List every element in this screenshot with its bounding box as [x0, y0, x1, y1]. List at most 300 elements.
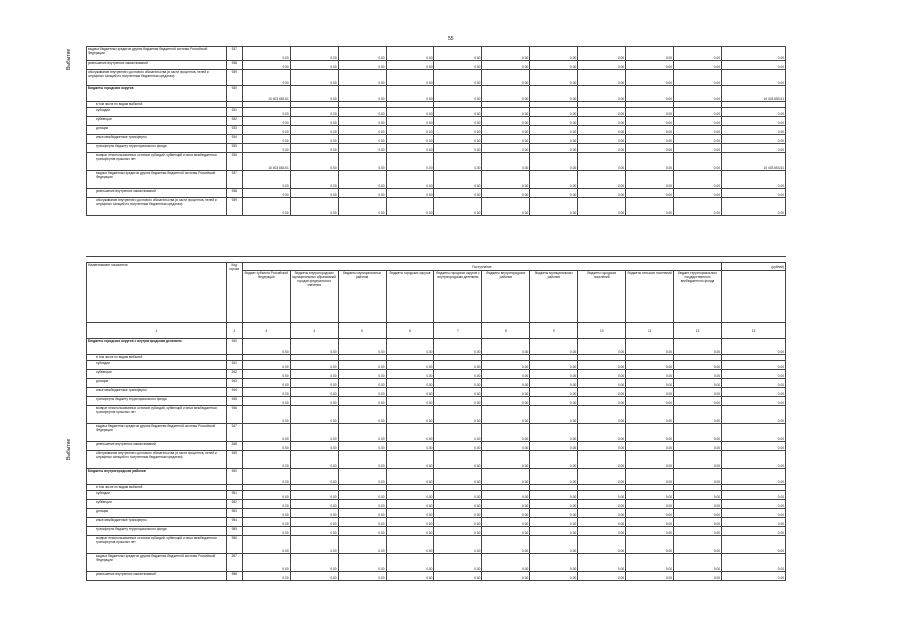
cell-value: 0.00	[722, 61, 786, 70]
cell-value: 0.00	[674, 198, 722, 216]
cell-value: 0.00	[626, 397, 674, 406]
row-label: трансферты бюджету территориального фонда	[87, 144, 227, 153]
row-code: 945	[226, 397, 242, 406]
cell-value: 0.00	[530, 171, 578, 189]
cell-value: 0.00	[338, 108, 386, 117]
cell-value: 0.00	[386, 509, 434, 518]
row-code: 937	[226, 171, 242, 189]
row-code: 955	[226, 527, 242, 536]
cell-value: 0.00	[722, 108, 786, 117]
cell-value: 0.00	[578, 370, 626, 379]
cell-value: 0.00	[482, 469, 530, 485]
cell-value: 0.00	[674, 527, 722, 536]
cell-value: 0.00	[290, 198, 338, 216]
cell-value: 0.00	[434, 509, 482, 518]
cell-value: 0.00	[578, 47, 626, 61]
row-label: иные межбюджетные трансферты	[87, 518, 227, 527]
cell-value: 0.00	[626, 491, 674, 500]
cell-value: 0.00	[626, 47, 674, 61]
cell-value: 0.00	[722, 171, 786, 189]
cell-value: 0.00	[578, 135, 626, 144]
cell-value: 0.00	[434, 135, 482, 144]
column-header: бюджеты городских округов с внутригородским делением	[434, 271, 482, 323]
cell-value: 0.00	[434, 554, 482, 572]
cell-value: 0.00	[674, 406, 722, 424]
table-row	[87, 554, 786, 572]
cell-value: 0.00	[434, 406, 482, 424]
cell-value: 0.00	[242, 61, 290, 70]
cell-value: 0.00	[434, 388, 482, 397]
row-label: выдача бюджетных кредитов другим бюджетам бюджетной системы Российской Федерации	[87, 424, 227, 442]
column-number: 11	[626, 323, 674, 339]
table-row	[87, 61, 786, 70]
row-code: 958	[226, 572, 242, 581]
cell-value: 0.00	[482, 518, 530, 527]
cell-value: 0.00	[290, 406, 338, 424]
row-code: 953	[226, 509, 242, 518]
cell-value: 0.00	[722, 491, 786, 500]
row-label: уменьшение внутренних заимствований	[87, 442, 227, 451]
cell-value: 0.00	[482, 153, 530, 171]
cell-value: 0.00	[530, 117, 578, 126]
cell-value: 0.00	[338, 518, 386, 527]
cell-value: 0.00	[578, 388, 626, 397]
cell-value: 0.00	[626, 469, 674, 485]
row-code: 936	[226, 153, 242, 171]
cell-value: 0.00	[242, 126, 290, 135]
cell-value: 0.00	[242, 442, 290, 451]
cell-value: 0.00	[290, 527, 338, 536]
cell-value: 0.00	[530, 491, 578, 500]
table-row	[87, 500, 786, 509]
cell-value: 0.00	[722, 117, 786, 126]
cell-value: 0.00	[530, 388, 578, 397]
column-header: бюджеты муниципальных районов	[530, 271, 578, 323]
cell-value: 0.00	[722, 198, 786, 216]
cell-value: 0.00	[290, 442, 338, 451]
cell-value: 0.00	[626, 144, 674, 153]
cell-value: 0.00	[530, 198, 578, 216]
cell-value: 0.00	[530, 442, 578, 451]
cell-value: 0.00	[338, 370, 386, 379]
cell-value: 0.00	[242, 397, 290, 406]
cell-value: 0.00	[434, 70, 482, 86]
column-header: бюджеты городских округов	[386, 271, 434, 323]
row-label: выдача бюджетных кредитов другим бюджетам бюджетной системы Российской Федерации	[87, 171, 227, 189]
row-code: 939	[226, 198, 242, 216]
cell-value: 0.00	[434, 339, 482, 355]
cell-value: 0.00	[242, 117, 290, 126]
row-code: 937	[226, 47, 242, 61]
row-label: возврат неиспользованных остатков субсидий, субвенций и иных межбюджетных трансфертов прошлых лет	[87, 536, 227, 554]
column-number: 1	[87, 323, 227, 339]
row-label: дотации	[87, 379, 227, 388]
row-label: субвенции	[87, 370, 227, 379]
cell-value: 0.00	[242, 527, 290, 536]
cell-value: 0.00	[722, 361, 786, 370]
cell-value: 0.00	[242, 339, 290, 355]
table-row	[87, 86, 786, 102]
cell-value: 0.00	[578, 527, 626, 536]
cell-value: 0.00	[242, 451, 290, 469]
cell-value: 0.00	[482, 572, 530, 581]
row-label: субсидии	[87, 361, 227, 370]
table-row	[87, 370, 786, 379]
table-row	[87, 126, 786, 135]
table-row	[87, 144, 786, 153]
cell-value: 0.00	[386, 144, 434, 153]
row-code: 954	[226, 518, 242, 527]
column-header: бюджеты городских поселений	[578, 271, 626, 323]
cell-value: 0.00	[290, 500, 338, 509]
cell-value: 0.00	[386, 189, 434, 198]
cell-value: 0.00	[578, 451, 626, 469]
row-label: Бюджеты городских округов	[87, 86, 227, 102]
cell-value: 0.00	[578, 361, 626, 370]
cell-value: 0.00	[434, 536, 482, 554]
cell-value: 0.00	[626, 153, 674, 171]
cell-value: 0.00	[578, 61, 626, 70]
cell-value: 0.00	[674, 126, 722, 135]
cell-value: 0.00	[674, 509, 722, 518]
row-code: 934	[226, 135, 242, 144]
cell-value: 0.00	[290, 70, 338, 86]
cell-value: 0.00	[530, 126, 578, 135]
cell-value: 0.00	[530, 144, 578, 153]
cell-value: 0.00	[290, 491, 338, 500]
row-code: 938	[226, 61, 242, 70]
cell-value: 0.00	[578, 536, 626, 554]
cell-value: 0.00	[482, 491, 530, 500]
cell-value: 0.00	[722, 527, 786, 536]
cell-value: 0.00	[338, 397, 386, 406]
cell-value: 10 403 653.61	[242, 153, 290, 171]
cell-value: 0.00	[386, 361, 434, 370]
cell-value: 0.00	[626, 70, 674, 86]
cell-value: 0.00	[482, 339, 530, 355]
cell-value: 0.00	[530, 153, 578, 171]
row-code: 947	[226, 424, 242, 442]
cell-value: 0.00	[434, 370, 482, 379]
column-number: 10	[578, 323, 626, 339]
cell-value: 0.00	[578, 144, 626, 153]
cell-value: 0.00	[338, 171, 386, 189]
cell-value: 0.00	[674, 451, 722, 469]
cell-value: 0.00	[722, 379, 786, 388]
row-code: 940	[226, 339, 242, 355]
table-row	[87, 451, 786, 469]
cell-value: 0.00	[722, 70, 786, 86]
row-label: в том числе по видам выбытий:	[87, 102, 227, 108]
cell-value: 0.00	[482, 144, 530, 153]
cell-value: 0.00	[722, 509, 786, 518]
column-number: 12	[674, 323, 722, 339]
cell-value: 0.00	[386, 572, 434, 581]
cell-value: 0.00	[482, 442, 530, 451]
cell-value: 0.00	[530, 135, 578, 144]
cell-value: 0.00	[722, 500, 786, 509]
row-code: 951	[226, 491, 242, 500]
page-number: 55	[448, 36, 454, 42]
cell-value: 0.00	[722, 442, 786, 451]
cell-value: 0.00	[386, 536, 434, 554]
cell-value: 0.00	[290, 424, 338, 442]
cell-value: 0.00	[482, 135, 530, 144]
row-code: 939	[226, 70, 242, 86]
cell-value: 0.00	[290, 536, 338, 554]
cell-value: 0.00	[482, 388, 530, 397]
cell-value: 0.00	[482, 424, 530, 442]
cell-value: 0.00	[578, 469, 626, 485]
cell-value: 0.00	[578, 554, 626, 572]
cell-value: 0.00	[722, 370, 786, 379]
column-header: бюджеты сельских поселений	[626, 271, 674, 323]
header-code: Код строки	[226, 263, 242, 323]
cell-value: 0.00	[722, 554, 786, 572]
cell-value: 0.00	[290, 388, 338, 397]
cell-value: 0.00	[578, 442, 626, 451]
cell-value: 0.00	[674, 491, 722, 500]
cell-value: 0.00	[290, 135, 338, 144]
cell-value: 0.00	[434, 500, 482, 509]
cell-value: 0.00	[530, 108, 578, 117]
cell-value: 0.00	[626, 554, 674, 572]
bottom-report-table	[86, 262, 786, 581]
cell-value: 0.00	[242, 518, 290, 527]
cell-value: 0.00	[626, 117, 674, 126]
cell-value: 0.00	[530, 536, 578, 554]
cell-value: 0.00	[386, 198, 434, 216]
cell-value: 0.00	[434, 108, 482, 117]
cell-value: 0.00	[722, 518, 786, 527]
cell-value: 0.00	[530, 86, 578, 102]
cell-value: 0.00	[626, 518, 674, 527]
cell-value: 0.00	[290, 153, 338, 171]
cell-value: 0.00	[674, 442, 722, 451]
cell-value: 0.00	[626, 361, 674, 370]
table-row	[87, 527, 786, 536]
cell-value: 0.00	[530, 47, 578, 61]
cell-value: 0.00	[338, 491, 386, 500]
cell-value: 0.00	[386, 61, 434, 70]
top-report-table	[86, 46, 786, 216]
cell-value: 0.00	[530, 518, 578, 527]
cell-value: 0.00	[290, 339, 338, 355]
cell-value: 0.00	[386, 397, 434, 406]
cell-value: 0.00	[674, 536, 722, 554]
cell-value: 0.00	[482, 126, 530, 135]
cell-value: 0.00	[434, 61, 482, 70]
row-label: обслуживание внутреннего долгового обязательства (в части процентов, пеней и штрафных санкций по полученным бюджетным кредитам)	[87, 198, 227, 216]
table-row	[87, 469, 786, 485]
row-label: в том числе по видам выбытий:	[87, 485, 227, 491]
cell-value: 0.00	[290, 572, 338, 581]
cell-value: 0.00	[482, 370, 530, 379]
row-label: возврат неиспользованных остатков субсидий, субвенций и иных межбюджетных трансфертов прошлых лет	[87, 406, 227, 424]
row-code: 933	[226, 126, 242, 135]
cell-value: 0.00	[674, 554, 722, 572]
cell-value: 0.00	[386, 379, 434, 388]
cell-value: 0.00	[578, 108, 626, 117]
cell-value: 0.00	[338, 388, 386, 397]
cell-value: 0.00	[290, 117, 338, 126]
cell-value: 0.00	[434, 47, 482, 61]
cell-value: 0.00	[482, 117, 530, 126]
cell-value: 0.00	[338, 153, 386, 171]
cell-value: 0.00	[290, 108, 338, 117]
cell-value: 0.00	[530, 424, 578, 442]
cell-value: 0.00	[530, 572, 578, 581]
cell-value: 0.00	[674, 144, 722, 153]
cell-value: 0.00	[674, 388, 722, 397]
cell-value: 0.00	[386, 171, 434, 189]
column-number: 3	[242, 323, 290, 339]
cell-value: 0.00	[578, 117, 626, 126]
cell-value: 0.00	[242, 135, 290, 144]
cell-value: 0.00	[530, 509, 578, 518]
header-group: Поступление	[242, 263, 721, 271]
cell-value: 0.00	[626, 135, 674, 144]
cell-value: 0.00	[242, 388, 290, 397]
cell-value: 0.00	[434, 527, 482, 536]
cell-value: 0.00	[578, 509, 626, 518]
row-label: дотации	[87, 509, 227, 518]
cell-value: 0.00	[434, 126, 482, 135]
cell-value: 0.00	[338, 61, 386, 70]
cell-value: 0.00	[386, 527, 434, 536]
cell-value: 0.00	[338, 469, 386, 485]
row-code: 949	[226, 451, 242, 469]
cell-value: 0.00	[482, 198, 530, 216]
cell-value: 0.00	[722, 397, 786, 406]
column-header	[722, 271, 786, 323]
cell-value: 0.00	[338, 406, 386, 424]
cell-value: 0.00	[674, 518, 722, 527]
row-label: субсидии	[87, 491, 227, 500]
cell-value: 0.00	[434, 442, 482, 451]
table-row	[87, 509, 786, 518]
cell-value: 0.00	[482, 108, 530, 117]
cell-value: 0.00	[482, 527, 530, 536]
table-row	[87, 135, 786, 144]
column-number: 6	[386, 323, 434, 339]
cell-value: 0.00	[482, 536, 530, 554]
row-label: иные межбюджетные трансферты	[87, 135, 227, 144]
cell-value: 0.00	[674, 135, 722, 144]
cell-value: 0.00	[626, 171, 674, 189]
table-row	[87, 189, 786, 198]
cell-value: 0.00	[338, 554, 386, 572]
cell-value: 0.00	[242, 424, 290, 442]
row-label: иные межбюджетные трансферты	[87, 388, 227, 397]
cell-value: 0.00	[386, 117, 434, 126]
cell-value: 0.00	[290, 518, 338, 527]
cell-value: 0.00	[578, 339, 626, 355]
row-label: субвенции	[87, 117, 227, 126]
cell-value: 0.00	[242, 554, 290, 572]
table-row	[87, 397, 786, 406]
cell-value: 0.00	[338, 70, 386, 86]
cell-value: 0.00	[386, 500, 434, 509]
cell-value: 0.00	[626, 527, 674, 536]
cell-value: 0.00	[338, 126, 386, 135]
column-header: бюджеты внутригородских районов	[482, 271, 530, 323]
cell-value: 0.00	[482, 554, 530, 572]
cell-value: 0.00	[482, 451, 530, 469]
cell-value: 0.00	[626, 379, 674, 388]
cell-value: 0.00	[338, 144, 386, 153]
cell-value: 0.00	[242, 500, 290, 509]
cell-value: 0.00	[578, 198, 626, 216]
cell-value: 0.00	[674, 424, 722, 442]
row-code: 935	[226, 144, 242, 153]
cell-value: 0.00	[578, 189, 626, 198]
cell-value: 0.00	[722, 144, 786, 153]
cell-value: 0.00	[434, 491, 482, 500]
cell-value: 0.00	[530, 361, 578, 370]
cell-value: 0.00	[386, 554, 434, 572]
cell-value: 0.00	[626, 406, 674, 424]
cell-value: 0.00	[626, 61, 674, 70]
cell-value: 0.00	[386, 70, 434, 86]
cell-value: 0.00	[338, 117, 386, 126]
cell-value: 0.00	[530, 451, 578, 469]
cell-value: 0.00	[386, 339, 434, 355]
cell-value: 10 403 653.61	[722, 86, 786, 102]
cell-value: 0.00	[338, 198, 386, 216]
cell-value: 0.00	[626, 509, 674, 518]
cell-value: 0.00	[674, 47, 722, 61]
cell-value: 0.00	[722, 451, 786, 469]
cell-value: 0.00	[434, 86, 482, 102]
cell-value: 0.00	[722, 424, 786, 442]
cell-value: 0.00	[338, 135, 386, 144]
cell-value: 0.00	[290, 451, 338, 469]
table-row	[87, 198, 786, 216]
cell-value: 0.00	[434, 469, 482, 485]
cell-value: 0.00	[626, 339, 674, 355]
cell-value: 0.00	[290, 379, 338, 388]
cell-value: 0.00	[242, 70, 290, 86]
table-row	[87, 491, 786, 500]
column-number: 7	[434, 323, 482, 339]
column-number: 2	[226, 323, 242, 339]
table-row	[87, 379, 786, 388]
row-label: обслуживание внутреннего долгового обязательства (в части процентов, пеней и штрафных санкций по полученным бюджетным кредитам)	[87, 70, 227, 86]
cell-value: 0.00	[338, 189, 386, 198]
table-row	[87, 153, 786, 171]
cell-value: 0.00	[626, 198, 674, 216]
cell-value: 0.00	[674, 361, 722, 370]
cell-value: 0.00	[338, 536, 386, 554]
cell-value: 0.00	[674, 70, 722, 86]
cell-value: 0.00	[578, 171, 626, 189]
row-code: 941	[226, 361, 242, 370]
table-row	[87, 108, 786, 117]
cell-value: 0.00	[242, 406, 290, 424]
cell-value: 0.00	[674, 339, 722, 355]
table-row	[87, 361, 786, 370]
cell-value: 0.00	[674, 379, 722, 388]
row-code: 946	[226, 406, 242, 424]
cell-value: 0.00	[434, 424, 482, 442]
row-label: Бюджеты внутригородских районов	[87, 469, 227, 485]
cell-value: 0.00	[482, 509, 530, 518]
cell-value: 0.00	[626, 370, 674, 379]
cell-value: 0.00	[626, 388, 674, 397]
cell-value: 0.00	[386, 108, 434, 117]
cell-value: 0.00	[674, 370, 722, 379]
